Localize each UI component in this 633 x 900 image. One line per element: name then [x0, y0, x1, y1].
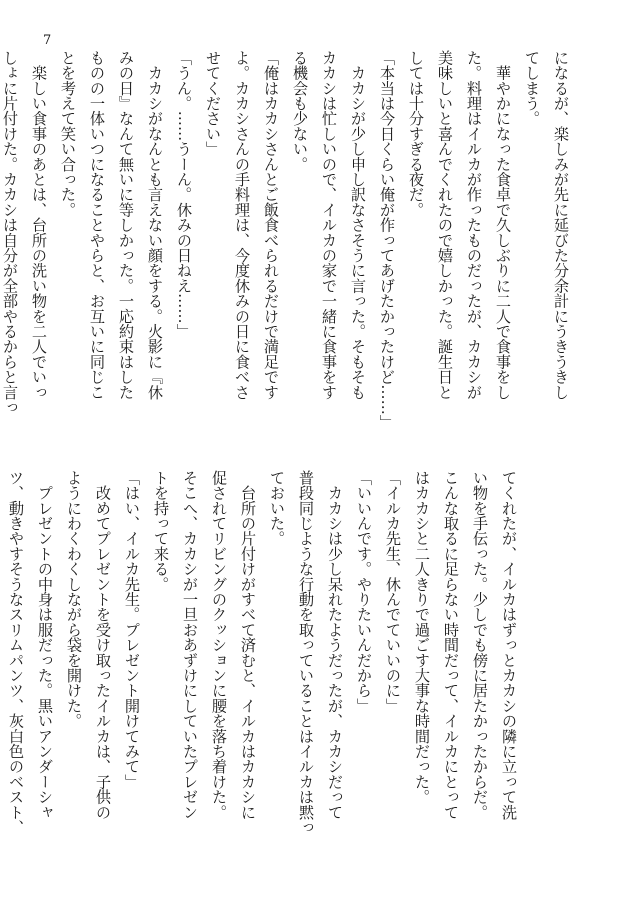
- text-line: はカカシと二人きりで過ごす大事な時間だった。: [413, 470, 431, 805]
- text-line: ツ、動きやすそうなスリムパンツ、灰白色のベスト、: [7, 470, 25, 835]
- text-line: てくれたが、イルカはずっとカカシの隣に立って洗: [500, 470, 518, 820]
- text-line: になるが、楽しみが先に延びた分余計にうきうきし: [552, 50, 570, 400]
- text-line: トを持って来る。: [152, 470, 170, 592]
- text-line: よ。カカシさんの手料理は、今度休みの日に食べさ: [233, 50, 251, 400]
- text-line: 美味しいと喜んでくれたので嬉しかった。誕生日と: [436, 50, 454, 400]
- text-line: こんな取るに足らない時間だって、イルカにとって: [442, 470, 460, 820]
- text-line: カカシは忙しいので、イルカの家で一緒に食事をす: [320, 50, 338, 400]
- text-line: カカシがなんとも言えない顔をする。火影に『休: [146, 50, 164, 400]
- text-line: 「俺はカカシさんとご飯食べられるだけで満足です: [262, 50, 280, 400]
- text-line: カカシが少し申し訳なさそうに言った。そもそも: [349, 50, 367, 400]
- text-line: せてください」: [204, 50, 222, 157]
- text-line: プレゼントの中身は服だった。黒いアンダーシャ: [36, 470, 54, 820]
- text-line: てしまう。: [523, 50, 541, 126]
- text-line: 「イルカ先生、休んでていいのに」: [384, 470, 402, 714]
- text-line: ものの一体いつになることやらと、お互いに同じこ: [88, 50, 106, 400]
- text-line: しょに片付けた。カカシは自分が全部やるからと言っ: [1, 50, 19, 415]
- text-column-bottom: [7, 470, 523, 862]
- text-line: 普段同じような行動を取っていることはイルカは黙っ: [297, 470, 315, 835]
- text-line: 台所の片付けがすべて済むと、イルカはカカシに: [239, 470, 257, 820]
- text-line: 華やかになった食卓で久しぶりに二人で食事をし: [494, 50, 512, 400]
- text-line: カカシは少し呆れたようだったが、カカシだって: [326, 470, 344, 820]
- text-line: 「本当は今日くらい俺が作ってあげたかったけど……」: [378, 50, 396, 430]
- text-line: ようにわくわくしながら袋を開けた。: [65, 470, 83, 729]
- text-line: そこへ、カカシが一旦おあずけにしていたプレゼン: [181, 470, 199, 820]
- text-line: た。料理はイルカが作ったものだったが、カカシが: [465, 50, 483, 400]
- text-line: しては十分すぎる夜だ。: [407, 50, 425, 218]
- text-line: 「いいんです。やりたいんだから」: [355, 470, 373, 714]
- text-line: 促されてリビングのクッションに腰を落ち着けた。: [210, 470, 228, 820]
- text-line: とを考えて笑い合った。: [59, 50, 77, 218]
- page-number: 7: [43, 33, 52, 48]
- text-line: る機会も少ない。: [291, 50, 309, 172]
- text-line: い物を手伝った。少しでも傍に居たかったからだ。: [471, 470, 489, 820]
- text-line: [0, 470, 1, 862]
- text-line: みの日』なんて無いに等しかった。一応約束はした: [117, 50, 135, 400]
- text-line: 「うん。……うーん。休みの日ねえ……」: [175, 50, 193, 339]
- text-column-top: [1, 50, 575, 442]
- text-line: 「はい、イルカ先生。プレゼント開けてみて」: [123, 470, 141, 790]
- text-line: 楽しい食事のあとは、台所の洗い物を二人でいっ: [30, 50, 48, 400]
- text-line: 改めてプレゼントを受け取ったイルカは、子供の: [94, 470, 112, 820]
- text-line: ておいた。: [268, 470, 286, 546]
